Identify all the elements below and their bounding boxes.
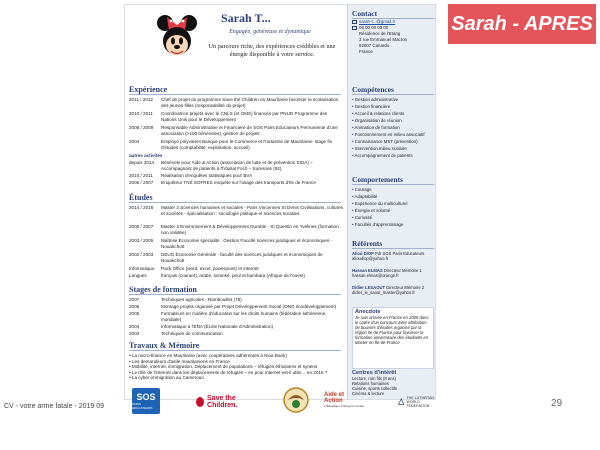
row-text: Réalisation d'enquêtes statistiques pour BVA — [161, 173, 253, 178]
anecdote-text: Je suis arrivée en France en 2006 dans le cadre d'un concours avec attribution de bourses d'études organisé par la région Ile de France pour favoriser la formation universitaire des étudiants en Master en Île-de-France — [355, 315, 429, 345]
row-text: Montage projets organisé par Projet Développement Social (ONG écodéveloppement) — [161, 304, 337, 309]
sos-logo — [132, 388, 160, 414]
studies-heading: Études — [129, 193, 341, 203]
skill-item: • Intervention milieu scolaire — [352, 145, 436, 152]
interest-item: Relations humaines — [352, 381, 389, 386]
row-date: 2002 / 2003 — [129, 252, 154, 257]
row-text: Maîtrise Économie spécialité : Gestion Faculté sciences juridiques et économiques - Nouakchott — [161, 238, 333, 249]
training-row — [129, 331, 343, 337]
row-date: 2010 / 2011 — [129, 111, 153, 116]
works-list — [129, 353, 343, 381]
row-text: Pack Office (word, excel, powerpoint) et internet — [161, 266, 259, 271]
page-number: 29 — [551, 398, 563, 409]
row-text: Techniques agricoles - Rambouillet (78) — [161, 297, 242, 302]
row-date: 2007 — [129, 297, 140, 302]
row-text: Bénévole pour Aide & Action (association de lutte et de prévention SIDA) – Accompagnant de patients à l'hôpital Foch – Suresnes (92) — [161, 160, 313, 171]
dove-icon — [398, 395, 404, 409]
interest-item: Lecture, rom fils (8 ans) — [352, 376, 396, 381]
training-heading: Stages de formation — [129, 285, 341, 295]
row-date: 2006 — [129, 304, 140, 309]
row-date: Langues — [129, 273, 147, 278]
skills-list — [352, 96, 436, 159]
behaviour-item: • Facultés d'apprentissage — [352, 221, 436, 228]
aide-et-action-subtext: L'Éducation change le monde — [324, 404, 364, 408]
works-item: • Mobilité, internet, immigration, Déplacement de populations – réfugiés éthiopiens et syriens — [129, 364, 343, 370]
skill-item: • Gestion administrative — [352, 96, 436, 103]
email-text: sarah-t...@gmail.fr — [359, 19, 396, 24]
behaviour-heading: Comportements — [352, 175, 434, 185]
eagle-emblem-icon — [282, 386, 310, 414]
minnie-avatar-icon — [155, 13, 199, 61]
footer-caption: CV - votre arme fatale - 2019 09 — [4, 403, 104, 410]
works-item: • La micro-finance en Mauritanie (avec coopératives adhérentes à Nioa Bank) — [129, 353, 343, 359]
works-item: • La cyber-immigration au Cameroun — [129, 375, 343, 381]
partner-logos — [130, 386, 450, 426]
mail-icon — [352, 20, 357, 24]
row-date: 2003 / 2005 — [129, 238, 154, 243]
behaviour-item: • Curiosité — [352, 214, 436, 221]
skills-heading: Compétences — [352, 85, 434, 95]
skill-item: • Connaissance MST (prévention) — [352, 138, 436, 145]
training-row — [129, 304, 343, 310]
cv-tagline: Engagée, généreuse et dynamique — [229, 29, 311, 35]
row-date: depuis 2014 — [129, 160, 155, 165]
training-row — [129, 311, 343, 322]
reference-mail[interactable]: alioudiop@yahoo.fr — [352, 256, 389, 262]
experience-heading: Expérience — [129, 85, 341, 95]
row-date: 2005 — [129, 311, 140, 316]
save-the-children-icon — [196, 397, 204, 407]
experience-row — [129, 97, 343, 108]
works-item: • Les demandeurs d'asile mauritaniens en France — [129, 359, 343, 365]
skill-item: • Gestion financière — [352, 103, 436, 110]
row-text: Techniques de communication — [161, 331, 223, 336]
training-row — [129, 324, 343, 330]
interest-item: Cinéma & lecture — [352, 391, 385, 396]
works-heading: Travaux & Mémoire — [129, 341, 341, 351]
reference-role: Directeur Mémoire 2 — [386, 285, 425, 290]
aide-et-action-logo — [324, 386, 364, 414]
sos-logo-subtext: PARIS EDUCATEURS — [132, 402, 153, 410]
anecdote-box — [352, 307, 434, 369]
study-row — [129, 205, 343, 216]
address-line: Résidence de l'Etang — [359, 31, 401, 36]
cv-page — [124, 4, 436, 400]
skill-item: • Accompagnement de patients — [352, 152, 436, 159]
reference-name: Alioú DIOP — [352, 251, 374, 256]
row-date: 2004 — [129, 139, 140, 144]
activity-row — [129, 160, 343, 171]
row-text: Responsable Administrative et Financière de SOS Paris Educateurs Permanente d'une association (>100 bénévoles), gestion de projets — [161, 125, 338, 136]
contact-heading: Contact — [352, 9, 434, 19]
lutheran-federation-text: THE LUTHERAN WORLD FEDERATION — [406, 396, 435, 408]
training-row — [129, 297, 343, 303]
study-row — [129, 273, 343, 279]
row-text: Master 2 Environnement & Développement Durable - St Quentin en Yvelines (formation non validée) — [161, 224, 339, 235]
lutheran-federation-logo — [398, 392, 442, 412]
reference-name: Hassan ELMAS — [352, 268, 383, 273]
reference-role: PdI SOS Paris Educateurs — [375, 251, 425, 256]
skill-item: • Animation de formation — [352, 124, 436, 131]
row-text: Formateurs en matière d'éducation sur les droits humains (fédération luthérienne mondiale) — [161, 311, 326, 322]
row-date: 2006 / 2007 — [129, 224, 154, 229]
row-date: 2010 / 2011 — [129, 173, 153, 178]
row-date: 2006 / 2007 — [129, 180, 154, 185]
row-date: 2008 / 2009 — [129, 125, 154, 130]
study-row — [129, 238, 343, 249]
reference-mail[interactable]: didier_le_saout_master@yahoo.fr — [352, 290, 415, 296]
version-tag: Sarah - APRES — [448, 4, 596, 44]
contact-block — [352, 19, 436, 55]
row-text: Master 2 Sciences humaines et sociales - Paris Vincennes St Denis Civilisations, cultures et sociétés - spécialisation : sociologie politique et sciences sociales — [161, 205, 343, 216]
anecdote-heading: Anecdote — [355, 309, 381, 315]
activity-row — [129, 173, 343, 179]
behaviour-item: • Adaptabilité — [352, 193, 436, 200]
save-the-children-text: Save the Children. — [207, 395, 238, 409]
row-text: Enquêteur TNS SOFRES enquête sur l'usage des transports d'Ile de France — [161, 180, 316, 185]
skill-item: • Accueil & relations clients — [352, 110, 436, 117]
skill-item: • Fonctionnement en milieu associatif — [352, 131, 436, 138]
other-activities-label: autres activités — [129, 153, 163, 158]
row-text: Informatique à l'ENA (École Nationale d'Administration) — [161, 324, 274, 329]
behaviour-item: • Expérience du multiculturel — [352, 200, 436, 207]
references-heading: Référents — [352, 239, 434, 249]
reference-role: Directeur Mémoire 1 — [383, 268, 422, 273]
behaviour-item: • Énergie et volonté — [352, 207, 436, 214]
cv-main-column — [125, 5, 345, 400]
sos-logo-text: SOS — [136, 392, 156, 402]
experience-row — [129, 139, 343, 150]
aide-et-action-text: Aide et Action — [324, 392, 345, 404]
row-date: 2003 — [129, 331, 140, 336]
address-line: 3 rue Emmanuel Macron — [359, 37, 408, 42]
behaviour-list — [352, 186, 436, 228]
reference-mail[interactable]: hassan.elmas@orange.fr — [352, 273, 399, 279]
address-line: France — [359, 49, 373, 54]
phone-text: 06 00 00 00 00 — [359, 25, 389, 30]
experience-row — [129, 111, 343, 122]
interest-item: Cuisine, sports collectifs — [352, 386, 397, 391]
works-item: • Le rôle de l'internet dans les déplacements de réfugiés – en pour internet est-il utile… en 2015 ? — [129, 370, 343, 376]
row-text: DEUG Économie Générale - faculté des sciences juridiques et économiques de Nouakchott — [161, 252, 323, 263]
row-text: Chef de projet du programme Save the Children en Mauritanie favoriser la scolarisation des jeunes filles (responsabilité du projet) — [161, 97, 339, 108]
reference-item — [352, 285, 436, 296]
row-date: Informatique — [129, 266, 155, 271]
reference-name: Didier LESAOUT — [352, 285, 386, 290]
study-row — [129, 266, 343, 272]
save-the-children-logo — [196, 392, 256, 412]
experience-row — [129, 125, 343, 136]
contact-address — [352, 31, 436, 55]
skill-item: • Organisation de réunion — [352, 117, 436, 124]
interests-heading: Centres d'intérêt — [352, 370, 397, 376]
row-date: 2004 — [129, 324, 140, 329]
row-text: français (courant), arabe, soninké, peul et bambara (Afrique de l'ouest) — [161, 273, 305, 278]
address-line: 92007 Canardo — [359, 43, 390, 48]
activity-row — [129, 180, 343, 186]
cv-side-column — [347, 5, 436, 400]
study-row — [129, 224, 343, 235]
cv-summary: Un parcours riche, des expériences crédibles et une énergie disponible à votre service. — [208, 43, 336, 58]
study-row — [129, 252, 343, 263]
row-date: 2011 / 2012 — [129, 97, 153, 102]
row-text: Employé polyvalent Banque pour le Commerce et l'Industrie de Mauritanie- stage fin d'études (comptabilité, exploitation, accueil) — [161, 139, 333, 150]
reference-item — [352, 251, 436, 262]
row-text: Coordinatrice projets avec le CNLS (et OMS) financés par PNUD Programme des Nations Unis pour le Développement — [161, 111, 328, 122]
cv-name: Sarah T... — [221, 11, 271, 25]
row-date: 2014 / 2016 — [129, 205, 154, 210]
behaviour-item: • Courage — [352, 186, 436, 193]
phone-icon — [352, 26, 357, 30]
reference-item — [352, 268, 436, 279]
